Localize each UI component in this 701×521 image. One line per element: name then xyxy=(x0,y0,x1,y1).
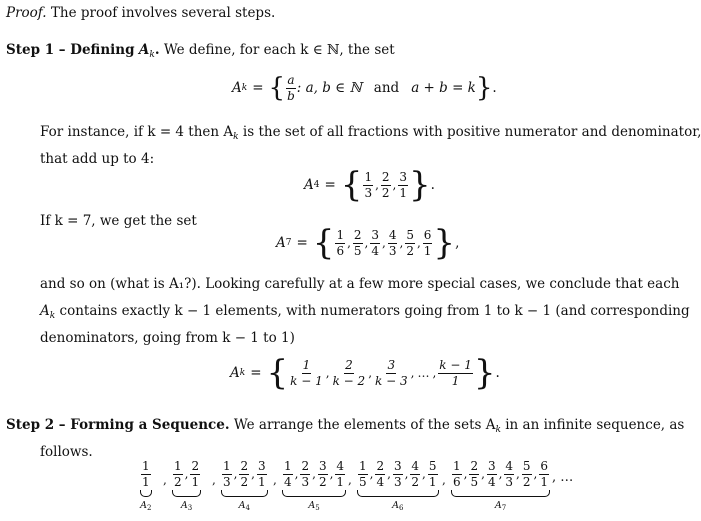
seq-numerator: 6 xyxy=(540,459,548,473)
para-line3 xyxy=(40,330,295,346)
seq-fraction xyxy=(318,460,328,488)
a7-fraction xyxy=(423,229,433,257)
step1-heading-line: Step 1 – Defining $A_k$. We define, for each k ∈ ℕ, the set xyxy=(6,42,395,60)
seq-fraction xyxy=(335,460,345,488)
a4-numerator: 3 xyxy=(399,169,408,184)
underbrace xyxy=(221,490,268,497)
a7-numerator: 3 xyxy=(371,227,380,242)
a4-fraction xyxy=(363,171,373,199)
step2-heading-line xyxy=(6,417,684,435)
seq-numerator: 3 xyxy=(257,459,266,473)
general-numerator: k − 1 xyxy=(439,357,472,372)
ellipsis: … xyxy=(417,366,430,380)
seq-fraction xyxy=(141,460,151,488)
a4-label: A xyxy=(304,177,314,193)
seq-numerator: 5 xyxy=(522,459,531,473)
a7-label: A xyxy=(276,235,286,251)
comma: , xyxy=(410,366,415,380)
underbrace xyxy=(357,490,439,497)
seq-fraction xyxy=(469,460,479,488)
seq-numerator: 1 xyxy=(453,459,461,473)
seq-fraction xyxy=(487,460,497,488)
group-label: $A_2$ xyxy=(140,500,152,513)
a7-denominator: 5 xyxy=(353,243,362,258)
general-fraction xyxy=(374,359,409,387)
seq-denominator: 5 xyxy=(359,474,367,489)
a7-numerator: 1 xyxy=(336,227,345,242)
general-denominator: k − 2 xyxy=(332,373,366,388)
a7-numerator: 4 xyxy=(388,227,397,242)
a7-fractions xyxy=(334,229,433,257)
step2-text-sub: k xyxy=(495,425,501,435)
seq-denominator: 2 xyxy=(318,474,327,489)
def-and: and xyxy=(373,80,400,97)
a4-fractions xyxy=(362,171,409,199)
a7-numerator: 6 xyxy=(423,227,432,242)
example1-text-b: is the set of all fractions with positive numerator and denominator, xyxy=(238,124,701,140)
comma: , xyxy=(404,467,409,482)
def-frac-den: b xyxy=(287,88,295,103)
step1-heading: Step 1 – Defining xyxy=(6,42,135,58)
comma: , xyxy=(442,473,446,487)
seq-numerator: 4 xyxy=(336,459,345,473)
general-right-brace: } xyxy=(473,353,496,393)
step1-heading-sub: k xyxy=(149,50,155,60)
step2-heading: Step 2 – Forming a Sequence. xyxy=(6,417,230,433)
seq-fraction xyxy=(393,460,403,488)
a4-left-brace: { xyxy=(340,165,363,205)
seq-numerator: 2 xyxy=(191,459,200,473)
group-label: $A_7$ xyxy=(494,500,507,513)
general-fraction xyxy=(332,359,367,387)
seq-fraction xyxy=(375,460,385,488)
def-cond2: a + b = k xyxy=(411,80,476,97)
a4-numerator: 1 xyxy=(364,169,373,184)
example1-line2 xyxy=(40,151,154,167)
comma: , xyxy=(163,473,167,487)
para-b: contains exactly k − 1 elements, with numerators going from 1 to k − 1 (and corresponding xyxy=(55,303,690,319)
example1-line1 xyxy=(40,124,701,142)
def-lhs-sub: k xyxy=(241,83,248,94)
para-line1 xyxy=(40,276,679,292)
comma: , xyxy=(422,467,426,482)
seq-numerator: 2 xyxy=(301,459,310,473)
left-brace: { xyxy=(268,73,286,104)
a7-right-brace: } xyxy=(433,223,456,263)
seq-fraction xyxy=(428,460,438,488)
comma: , xyxy=(312,467,316,482)
a7-fraction xyxy=(370,229,380,257)
comma: , xyxy=(399,236,404,250)
general-fraction xyxy=(438,359,473,387)
seq-fraction xyxy=(410,460,420,488)
seq-fraction xyxy=(522,460,532,488)
sequence-row xyxy=(0,460,701,520)
seq-fraction xyxy=(452,460,462,488)
underbrace xyxy=(172,490,201,497)
a7-denominator: 6 xyxy=(336,243,345,258)
example1-text-a: For instance, if k = 4 then A xyxy=(40,124,234,140)
step2-text-a: We arrange the elements of the sets A xyxy=(233,417,496,433)
para-b-sym: A xyxy=(40,303,50,319)
general-numerator: 3 xyxy=(387,357,396,372)
general-sub: k xyxy=(239,368,246,378)
comma: , xyxy=(212,473,216,487)
seq-denominator: 4 xyxy=(284,474,292,489)
seq-denominator: 3 xyxy=(301,474,310,489)
step1-heading-symbol: A xyxy=(138,42,150,58)
a4-set: A 4 = { $\frac{1}{3}$ , $\frac{2}{2}$ , $\frac{3}{1}$ } . xyxy=(304,165,435,205)
a7-numerator: 5 xyxy=(406,227,414,242)
general-denominator: k − 1 xyxy=(290,373,323,388)
general-numerator: 2 xyxy=(345,357,353,372)
comma: , xyxy=(273,473,277,487)
a4-fraction xyxy=(398,171,408,199)
comma: , xyxy=(387,467,391,482)
seq-denominator: 2 xyxy=(174,474,182,489)
seq-fraction xyxy=(222,460,232,488)
seq-fraction xyxy=(257,460,267,488)
example2-text: If k = 7, we get the set xyxy=(40,213,197,229)
proof-intro-text: The proof involves several steps. xyxy=(50,5,276,21)
comma: , xyxy=(233,467,238,482)
comma: , xyxy=(294,467,299,482)
seq-fraction xyxy=(504,460,514,488)
seq-numerator: 1 xyxy=(174,459,182,473)
seq-denominator: 3 xyxy=(393,474,402,489)
a4-numerator: 2 xyxy=(381,169,390,184)
seq-denominator: 2 xyxy=(411,474,420,489)
comma: , xyxy=(325,366,330,380)
seq-fraction xyxy=(300,460,310,488)
comma: , xyxy=(364,236,369,250)
comma: , xyxy=(463,467,468,482)
comma: , xyxy=(416,236,421,250)
general-denominator: k − 3 xyxy=(375,373,408,388)
comma: , xyxy=(184,467,189,482)
def-fraction xyxy=(286,74,296,102)
seq-numerator: 2 xyxy=(240,459,249,473)
comma: , xyxy=(498,467,503,482)
seq-fraction xyxy=(358,460,368,488)
seq-numerator: 2 xyxy=(376,459,385,473)
seq-numerator: 3 xyxy=(487,459,496,473)
seq-fraction xyxy=(173,460,183,488)
sequence-group xyxy=(451,460,550,512)
group-label: $A_6$ xyxy=(392,500,404,513)
comma: , xyxy=(347,236,351,250)
group-label: $A_5$ xyxy=(308,500,320,513)
underbrace xyxy=(451,490,550,497)
seq-denominator: 1 xyxy=(336,474,345,489)
seq-numerator: 1 xyxy=(359,459,367,473)
general-denominator: 1 xyxy=(451,373,460,388)
general-label: A xyxy=(230,365,240,381)
para-c: denominators, going from k − 1 to 1) xyxy=(40,330,295,346)
a7-numerator: 2 xyxy=(353,227,362,242)
example1-text-c: that add up to 4: xyxy=(40,151,155,167)
seq-denominator: 2 xyxy=(240,474,249,489)
comma: , xyxy=(382,236,386,250)
a7-sub: 7 xyxy=(285,238,292,248)
sequence-ellipsis: , … xyxy=(552,470,574,485)
sequence-group xyxy=(140,460,152,512)
seq-denominator: 1 xyxy=(142,474,150,489)
step2-line2 xyxy=(40,444,93,460)
seq-denominator: 3 xyxy=(505,474,514,489)
example2-line xyxy=(40,213,197,229)
comma: , xyxy=(432,366,437,380)
underbrace xyxy=(282,490,346,497)
seq-denominator: 1 xyxy=(540,474,548,489)
underbrace xyxy=(140,490,152,497)
sequence-group xyxy=(357,460,439,512)
a4-sub: 4 xyxy=(313,180,320,190)
general-left-brace: { xyxy=(266,353,289,393)
a7-fraction xyxy=(388,229,398,257)
a4-right-brace: } xyxy=(409,165,431,205)
a4-fraction xyxy=(381,171,391,199)
a7-denominator: 3 xyxy=(388,243,397,258)
comma: , xyxy=(329,467,334,482)
general-fractions xyxy=(288,359,474,387)
step1-text: We define, for each k ∈ ℕ, the set xyxy=(163,42,395,58)
seq-denominator: 4 xyxy=(376,474,385,489)
seq-fraction xyxy=(190,460,200,488)
right-brace: } xyxy=(475,73,493,104)
seq-denominator: 3 xyxy=(223,474,231,489)
a7-denominator: 2 xyxy=(406,243,414,258)
sequence-group xyxy=(221,460,268,512)
ak-general: A k = { $\frac{1}{k - 1}$ , $\frac{2}{k - 2}$ , $\frac{3}{k - 3}$ , … , $\frac{k - 1}{1}$ } . xyxy=(230,353,500,393)
seq-fraction xyxy=(539,460,549,488)
sequence-group xyxy=(172,460,201,512)
a7-fraction xyxy=(353,229,363,257)
proof-intro xyxy=(6,5,275,21)
seq-numerator: 1 xyxy=(223,459,231,473)
def-cond1: : a, b ∈ ℕ xyxy=(296,80,362,97)
a7-denominator: 4 xyxy=(371,243,380,258)
sequence-group xyxy=(282,460,346,512)
comma: , xyxy=(251,467,255,482)
comma: , xyxy=(481,467,485,482)
ak-definition: A k = { $\frac{a}{b}$ : a, b ∈ ℕ and a + b = k } . xyxy=(232,73,497,104)
seq-denominator: 2 xyxy=(522,474,531,489)
seq-denominator: 5 xyxy=(470,474,479,489)
seq-numerator: 2 xyxy=(470,459,479,473)
seq-fraction xyxy=(283,460,293,488)
proof-label: Proof. xyxy=(6,5,47,21)
seq-denominator: 1 xyxy=(428,474,437,489)
a4-denominator: 3 xyxy=(364,185,373,200)
seq-numerator: 4 xyxy=(505,459,514,473)
a4-denominator: 1 xyxy=(399,185,408,200)
a7-denominator: 1 xyxy=(423,243,432,258)
para-b-sub: k xyxy=(49,311,56,321)
seq-numerator: 3 xyxy=(393,459,402,473)
para-a: and so on (what is A₁?). Looking carefully at a few more special cases, we conclude that each xyxy=(40,276,680,292)
a7-set: A 7 = { $\frac{1}{6}$ , $\frac{2}{5}$ , $\frac{3}{4}$ , $\frac{4}{3}$ , $\frac{5}{2}$ , $\frac{6}{1}$ } , xyxy=(276,223,460,263)
comma: , xyxy=(368,366,373,380)
a7-left-brace: { xyxy=(312,223,335,263)
comma: , xyxy=(348,473,352,487)
seq-numerator: 4 xyxy=(411,459,420,473)
seq-fraction xyxy=(239,460,249,488)
example1-text-sub: k xyxy=(233,132,239,142)
general-numerator: 1 xyxy=(302,357,311,372)
para-line2 xyxy=(40,303,690,321)
a7-fraction xyxy=(335,229,345,257)
a7-fraction xyxy=(405,229,415,257)
seq-numerator: 1 xyxy=(284,459,292,473)
comma: , xyxy=(375,178,379,192)
seq-numerator: 3 xyxy=(318,459,327,473)
seq-denominator: 1 xyxy=(191,474,200,489)
a4-denominator: 2 xyxy=(381,185,390,200)
general-fraction xyxy=(289,359,324,387)
step2-text-b: in an infinite sequence, as xyxy=(500,417,685,433)
group-label: $A_4$ xyxy=(238,500,250,513)
def-frac-num: a xyxy=(287,73,295,87)
comma: , xyxy=(369,467,374,482)
step2-text-c: follows. xyxy=(40,444,93,460)
comma: , xyxy=(392,178,397,192)
def-lhs: A xyxy=(232,80,242,97)
seq-numerator: 1 xyxy=(142,459,150,473)
seq-denominator: 6 xyxy=(453,474,461,489)
comma: , xyxy=(533,467,538,482)
seq-denominator: 1 xyxy=(257,474,266,489)
comma: , xyxy=(516,467,520,482)
seq-denominator: 4 xyxy=(487,474,496,489)
group-label: $A_3$ xyxy=(180,500,193,513)
seq-numerator: 5 xyxy=(428,459,437,473)
